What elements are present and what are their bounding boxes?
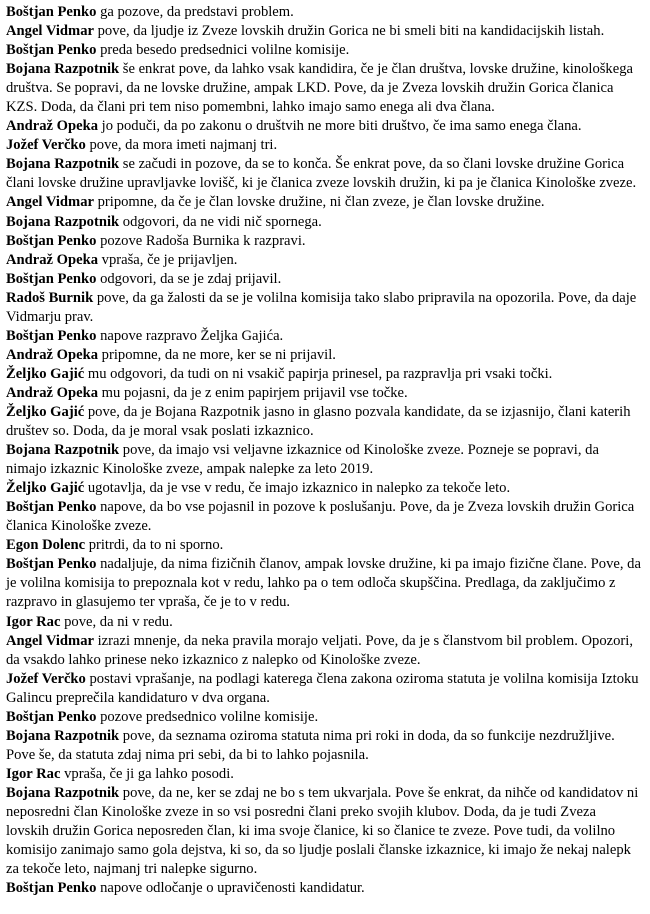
minutes-entry: [6, 270, 642, 289]
entry-text: vpraša, če je prijavljen.: [98, 251, 238, 268]
speaker-name: Boštjan Penko: [6, 42, 97, 59]
speaker-name: Željko Gajić: [6, 403, 85, 420]
entry-text: preda besedo predsednici volilne komisije.: [96, 42, 350, 59]
entry-text: pove, da seznama oziroma statuta nima pri roki in doda, da so funkcije nezdružljive. Pove še, da statuta zdaj nima pri sebi, da bi to lahko pojasnila.: [6, 727, 615, 763]
minutes-entry: [6, 670, 642, 708]
minutes-entry: [6, 613, 642, 632]
speaker-name: Egon Dolenc: [6, 537, 86, 554]
entry-text: pritrdi, da to ni sporno.: [85, 537, 224, 554]
entry-text: pove, da imajo vsi veljavne izkaznice od Kinološke zveze. Pozneje se popravi, da nimajo izkaznic Kinološke zveze, ampak nalepke za leto 2019.: [6, 442, 599, 478]
minutes-entry: [6, 193, 642, 212]
minutes-entry: [6, 41, 642, 60]
entry-text: odgovori, da ne vidi nič spornega.: [119, 213, 322, 230]
entry-text: pove, da ljudje iz Zveze lovskih družin Gorica ne bi smeli biti na kandidacijskih listah.: [93, 23, 605, 40]
entry-text: napove razpravo Željka Gajića.: [96, 327, 284, 344]
entry-text: postavi vprašanje, na podlagi katerega člena zakona oziroma statuta je volilna komisija Iztoku Galincu preprečila kandidaturo v dva organa.: [6, 670, 639, 706]
speaker-name: Igor Rac: [6, 613, 61, 630]
speaker-name: Bojana Razpotnik: [6, 727, 120, 744]
minutes-entry: [6, 136, 642, 155]
speaker-name: Boštjan Penko: [6, 270, 97, 287]
entry-text: še enkrat pove, da lahko vsak kandidira, če je član društva, lovske družine, kinološkega društva. Se popravi, da ne lovske družine, ampak LKD. Pove, da je Zveza lovskih družin Gorica članica KZS. Doda, da člani pri tem niso pomembni, lahko imajo samo enega ali dva člana.: [6, 61, 633, 116]
entry-text: pove, da je Bojana Razpotnik jasno in glasno pozvala kandidate, da se izjasnijo, člani katerih društev so. Doda, da je moral vsak poslati izkaznico.: [6, 403, 631, 440]
minutes-entry: [6, 289, 642, 327]
speaker-name: Andraž Opeka: [6, 384, 99, 401]
speaker-name: Igor Rac: [6, 765, 61, 782]
minutes-entry: [6, 346, 642, 365]
speaker-name: Boštjan Penko: [6, 880, 97, 897]
entry-text: pozove Radoša Burnika k razpravi.: [96, 232, 306, 249]
entry-text: pove, da ni v redu.: [60, 613, 173, 630]
entry-text: ga pozove, da predstavi problem.: [96, 4, 294, 20]
entry-text: vpraša, če ji ga lahko posodi.: [60, 765, 234, 782]
minutes-entry: [6, 327, 642, 346]
minutes-entry: [6, 765, 642, 784]
minutes-entry: [6, 784, 642, 879]
speaker-name: Andraž Opeka: [6, 346, 99, 363]
minutes-entry: [6, 232, 642, 251]
minutes-entry: [6, 441, 642, 479]
minutes-entry: [6, 365, 642, 384]
entry-text: pove, da ne, ker se zdaj ne bo s tem ukvarjala. Pove še enkrat, da nihče od kandidatov ni neposredni član Kinološke zveze in so vsi posredni člani preko svojih klubov. Doda, da je tudi Zveza lovskih družin Gorica neposreden član, ki ima svoje članice, ki so članice te zveze. Pove tudi, da volilno komisijo zanimajo samo gola dejstva, ki so, da so ljudje poslali članske izkaznice, ki imajo že nekaj nalepk za tekoče leto, najmanj tri nalepke sigurno.: [6, 784, 639, 878]
entry-text: jo poduči, da po zakonu o društvih ne more biti društvo, če ima samo enega člana.: [98, 118, 582, 135]
speaker-name: Boštjan Penko: [6, 708, 97, 725]
speaker-name: Bojana Razpotnik: [6, 784, 120, 801]
minutes-entry: [6, 117, 642, 136]
speaker-name: Boštjan Penko: [6, 232, 97, 249]
speaker-name: Angel Vidmar: [6, 194, 94, 211]
entry-text: pove, da ga žalosti da se je volilna komisija tako slabo pripravila na opozorila. Pove, da daje Vidmarju prav.: [6, 289, 637, 325]
minutes-entry: [6, 879, 642, 898]
minutes-entry: [6, 213, 642, 232]
entry-text: pripomne, da če je član lovske družine, ni član zveze, je član lovske družine.: [93, 194, 545, 211]
entry-text: izrazi mnenje, da neka pravila morajo veljati. Pove, da je s članstvom bil problem. Opozori, da vsakdo lahko prinese neko izkaznico z nalepko od Kinološke zveze.: [6, 632, 633, 668]
speaker-name: Andraž Opeka: [6, 118, 99, 135]
speaker-name: Bojana Razpotnik: [6, 442, 120, 459]
entry-text: napove odločanje o upravičenosti kandidatur.: [96, 880, 365, 897]
speaker-name: Radoš Burnik: [6, 289, 94, 306]
minutes-entry: [6, 727, 642, 765]
speaker-name: Andraž Opeka: [6, 251, 99, 268]
minutes-entry: [6, 251, 642, 270]
entry-text: pripomne, da ne more, ker se ni prijavil.: [98, 346, 336, 363]
minutes-entry: [6, 632, 642, 670]
entry-text: mu odgovori, da tudi on ni vsakič papirja prinesel, pa razpravlja pri vsaki točki.: [84, 365, 553, 382]
speaker-name: Bojana Razpotnik: [6, 213, 120, 230]
minutes-entry: [6, 3, 642, 22]
minutes-entry: [6, 60, 642, 117]
minutes-entry: [6, 22, 642, 41]
minutes-entry: [6, 155, 642, 193]
entry-text: nadaljuje, da nima fizičnih članov, ampak lovske družine, ki pa imajo fizične člane. Pove, da je volilna komisija to prepoznala kot v redu, lahko pa o tem odloča skupščina. Predlaga, da zaključimo z razpravo in glasujemo ter vpraša, če je to v redu.: [6, 556, 641, 611]
speaker-name: Jožef Verčko: [6, 670, 86, 687]
entry-text: ugotavlja, da je vse v redu, če imajo izkaznico in nalepko za tekoče leto.: [84, 480, 511, 497]
minutes-entry: [6, 498, 642, 536]
entry-text: pove, da mora imeti najmanj tri.: [85, 137, 278, 154]
minutes-entry: [6, 403, 642, 441]
speaker-name: Angel Vidmar: [6, 632, 94, 649]
minutes-entry: [6, 555, 642, 612]
speaker-name: Jožef Verčko: [6, 137, 86, 154]
minutes-entry: [6, 708, 642, 727]
minutes-entry: [6, 479, 642, 498]
speaker-name: Angel Vidmar: [6, 23, 94, 40]
speaker-name: Boštjan Penko: [6, 556, 97, 573]
speaker-name: Bojana Razpotnik: [6, 61, 120, 78]
speaker-name: Boštjan Penko: [6, 4, 97, 20]
speaker-name: Željko Gajić: [6, 365, 85, 382]
speaker-name: Boštjan Penko: [6, 327, 97, 344]
minutes-entry: [6, 536, 642, 555]
speaker-name: Boštjan Penko: [6, 499, 97, 516]
speaker-name: Bojana Razpotnik: [6, 156, 120, 173]
speaker-name: Željko Gajić: [6, 480, 85, 497]
entry-text: se začudi in pozove, da se to konča. Še enkrat pove, da so člani lovske družine Gorica člani lovske družine upravljavke lovišč, ki je članica zveze lovskih družin, ki pa je članica Kinološke zveze.: [6, 156, 637, 192]
minutes-entry: [6, 384, 642, 403]
entry-text: pozove predsednico volilne komisije.: [96, 708, 319, 725]
entry-text: mu pojasni, da je z enim papirjem prijavil vse točke.: [98, 384, 408, 401]
entry-text: napove, da bo vse pojasnil in pozove k poslušanju. Pove, da je Zveza lovskih družin Gorica članica Kinološke zveze.: [6, 499, 635, 535]
entry-text: odgovori, da se je zdaj prijavil.: [96, 270, 282, 287]
